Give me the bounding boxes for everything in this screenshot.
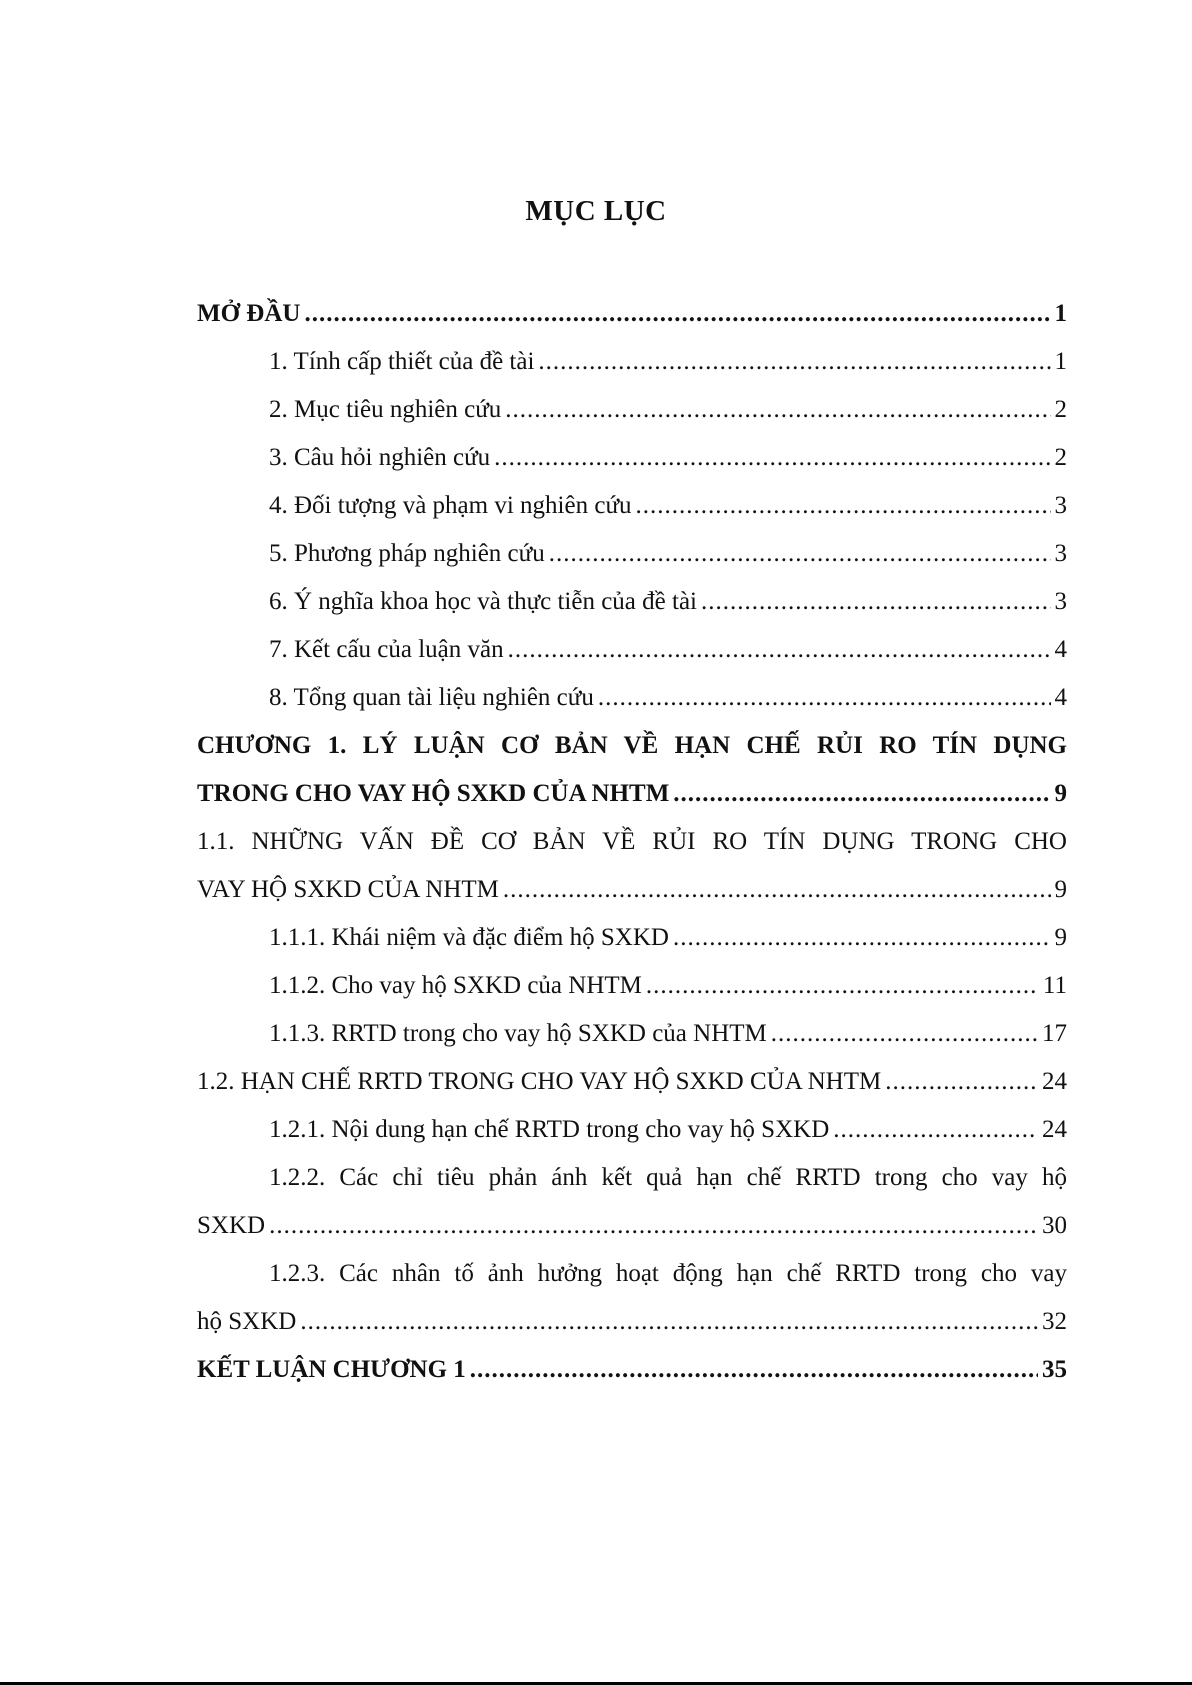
- toc-page-number: 35: [1042, 1356, 1067, 1383]
- toc-page-number: 24: [1042, 1068, 1067, 1095]
- dot-leader: [549, 530, 1051, 578]
- dot-leader: [470, 1346, 1038, 1394]
- toc-entry-label: 8. Tổng quan tài liệu nghiên cứu: [269, 684, 594, 711]
- dot-leader: [505, 386, 1050, 434]
- toc-entry-4[interactable]: [197, 482, 1067, 530]
- toc-page-number: 2: [1054, 396, 1067, 423]
- dot-leader: [494, 434, 1050, 482]
- toc-entry-label: 1. Tính cấp thiết của đề tài: [269, 348, 535, 375]
- dot-leader: [503, 866, 1051, 914]
- table-of-contents: [197, 290, 1067, 1394]
- dot-leader: [538, 338, 1050, 386]
- toc-entry-label: 1.2.1. Nội dung hạn chế RRTD trong cho vay hộ SXKD: [269, 1116, 830, 1143]
- toc-entry-label: TRONG CHO VAY HỘ SXKD CỦA NHTM: [197, 780, 670, 807]
- toc-entry-7[interactable]: [197, 626, 1067, 674]
- dot-leader: [771, 1010, 1038, 1058]
- toc-entry-1-2-2[interactable]: [197, 1202, 1067, 1250]
- toc-entry-mo-dau[interactable]: [197, 290, 1067, 338]
- toc-page-number: 2: [1054, 444, 1067, 471]
- toc-page-number: 3: [1054, 588, 1067, 615]
- toc-page-number: 3: [1054, 492, 1067, 519]
- toc-page-number: 24: [1042, 1116, 1067, 1143]
- toc-page-number: 11: [1042, 972, 1067, 999]
- dot-leader: [673, 770, 1050, 818]
- dot-leader: [636, 482, 1051, 530]
- toc-entry-1[interactable]: [197, 338, 1067, 386]
- toc-entry-section-1-1[interactable]: [197, 866, 1067, 914]
- toc-entry-label: 4. Đối tượng và phạm vi nghiên cứu: [269, 492, 632, 519]
- toc-entry-section-1-2[interactable]: [197, 1058, 1067, 1106]
- toc-page-number: 32: [1042, 1308, 1067, 1335]
- dot-leader: [646, 962, 1039, 1010]
- toc-entry-1-1-1[interactable]: [197, 914, 1067, 962]
- toc-page-number: 1: [1054, 300, 1067, 327]
- toc-entry-label: 7. Kết cấu của luận văn: [269, 636, 504, 663]
- toc-page-number: 1: [1054, 348, 1067, 375]
- toc-entry-label: SXKD: [197, 1212, 266, 1239]
- toc-page-number: 9: [1054, 876, 1067, 903]
- toc-page-number: 3: [1054, 540, 1067, 567]
- toc-entry-label: VAY HỘ SXKD CỦA NHTM: [197, 876, 499, 903]
- toc-entry-1-1-3[interactable]: [197, 1010, 1067, 1058]
- dot-leader: [598, 674, 1051, 722]
- toc-entry-label: 1.1.3. RRTD trong cho vay hộ SXKD của NHTM: [269, 1020, 767, 1047]
- toc-entry-1-1-2[interactable]: [197, 962, 1067, 1010]
- toc-entry-label: 1.1.2. Cho vay hộ SXKD của NHTM: [269, 972, 642, 999]
- toc-entry-ket-luan-chuong-1[interactable]: [197, 1346, 1067, 1394]
- toc-entry-1-2-3-heading[interactable]: 1.2.3. Các nhân tố ảnh hưởng hoạt động hạn chế RRTD trong cho vay: [269, 1260, 1067, 1287]
- toc-entry-label: 3. Câu hỏi nghiên cứu: [269, 444, 491, 471]
- toc-entry-label: KẾT LUẬN CHƯƠNG 1: [197, 1356, 466, 1383]
- toc-entry-6[interactable]: [197, 578, 1067, 626]
- toc-entry-label: 6. Ý nghĩa khoa học và thực tiễn của đề tài: [269, 588, 697, 615]
- toc-page-number: 30: [1042, 1212, 1067, 1239]
- dot-leader: [300, 1298, 1038, 1346]
- toc-entry-1-2-3[interactable]: [197, 1298, 1067, 1346]
- toc-entry-label: 5. Phương pháp nghiên cứu: [269, 540, 545, 567]
- toc-page-number: 4: [1054, 636, 1067, 663]
- dot-leader: [269, 1202, 1038, 1250]
- dot-leader: [304, 290, 1050, 338]
- dot-leader: [833, 1106, 1038, 1154]
- toc-entry-chapter-1[interactable]: [197, 770, 1067, 818]
- toc-entry-label: 1.1.1. Khái niệm và đặc điểm hộ SXKD: [269, 924, 669, 951]
- toc-page-number: 9: [1054, 924, 1067, 951]
- toc-entry-8[interactable]: [197, 674, 1067, 722]
- dot-leader: [673, 914, 1051, 962]
- toc-entry-label: 1.2. HẠN CHẾ RRTD TRONG CHO VAY HỘ SXKD CỦA NHTM: [197, 1068, 882, 1095]
- toc-chapter-1-heading[interactable]: CHƯƠNG 1. LÝ LUẬN CƠ BẢN VỀ HẠN CHẾ RỦI RO TÍN DỤNG: [197, 732, 1067, 759]
- toc-entry-label: hộ SXKD: [197, 1308, 297, 1335]
- dot-leader: [885, 1058, 1038, 1106]
- toc-page-number: 4: [1054, 684, 1067, 711]
- toc-entry-label: 2. Mục tiêu nghiên cứu: [269, 396, 502, 423]
- toc-page-number: 17: [1042, 1020, 1067, 1047]
- toc-entry-5[interactable]: [197, 530, 1067, 578]
- dot-leader: [701, 578, 1051, 626]
- toc-entry-2[interactable]: [197, 386, 1067, 434]
- toc-section-1-1-heading[interactable]: 1.1. NHỮNG VẤN ĐỀ CƠ BẢN VỀ RỦI RO TÍN DỤNG TRONG CHO: [197, 828, 1067, 855]
- toc-page-number: 9: [1054, 780, 1067, 807]
- toc-entry-label: MỞ ĐẦU: [197, 300, 301, 327]
- toc-entry-1-2-1[interactable]: [197, 1106, 1067, 1154]
- page-title: MỤC LỤC: [525, 195, 667, 227]
- dot-leader: [508, 626, 1051, 674]
- toc-entry-1-2-2-heading[interactable]: 1.2.2. Các chỉ tiêu phản ánh kết quả hạn chế RRTD trong cho vay hộ: [269, 1164, 1067, 1191]
- toc-entry-3[interactable]: [197, 434, 1067, 482]
